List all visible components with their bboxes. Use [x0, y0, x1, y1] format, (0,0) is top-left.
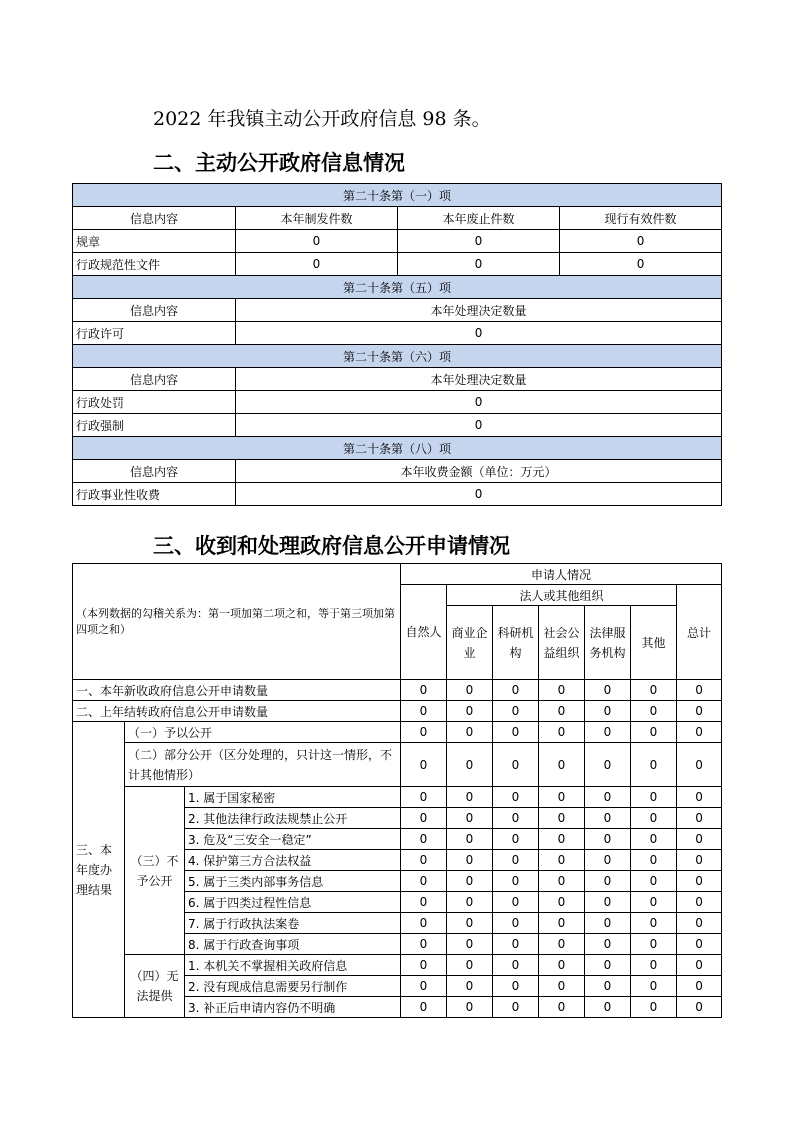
proactive-disclosure-table — [72, 183, 722, 506]
block4-header-row: 信息内容 本年收费金额（单位：万元） — [73, 460, 722, 483]
table-row: 一、本年新收政府信息公开申请数量 0 0 0 0 0 0 0 — [73, 680, 722, 701]
table-row: 行政许可 0 — [73, 322, 722, 345]
table-row: 3. 补正后申请内容仍不明确 0 0 0 0 0 0 0 — [73, 997, 722, 1018]
legal-group-header: 法人或其他组织 — [447, 585, 677, 606]
result-group-label: 三、本年度办理结果 — [73, 722, 125, 1018]
table-row: 3. 危及“三安全一稳定” 0 0 0 0 0 0 0 — [73, 829, 722, 850]
natural-person-header: 自然人 — [401, 585, 447, 680]
table-row: 8. 属于行政查询事项 0 0 0 0 0 0 0 — [73, 934, 722, 955]
table-row: 行政处罚 0 — [73, 391, 722, 414]
section-3-title: 三、收到和处理政府信息公开申请情况 — [153, 534, 510, 558]
header-row-1 — [73, 564, 722, 585]
table-row: 7. 属于行政执法案卷 0 0 0 0 0 0 0 — [73, 913, 722, 934]
table-row: （三）不予公开 1. 属于国家秘密 0 0 0 0 0 0 0 — [73, 787, 722, 808]
not-disclosed-group-label: （三）不予公开 — [125, 787, 185, 955]
block3-title-row: 第二十条第（六）项 — [73, 345, 722, 368]
block1-header-row: 信息内容 本年制发件数 本年废止件数 现行有效件数 — [73, 207, 722, 230]
table-row: 6. 属于四类过程性信息 0 0 0 0 0 0 0 — [73, 892, 722, 913]
block4-title-row: 第二十条第（八）项 — [73, 437, 722, 460]
table-row: 5. 属于三类内部事务信息 0 0 0 0 0 0 0 — [73, 871, 722, 892]
table-row: 规章 0 0 0 — [73, 230, 722, 253]
table-row: 三、本年度办理结果 （一）予以公开 0 0 0 0 0 0 0 — [73, 722, 722, 743]
cannot-provide-group-label: （四）无法提供 — [125, 955, 185, 1018]
table-row: 行政规范性文件 0 0 0 — [73, 253, 722, 276]
table-row: 二、上年结转政府信息公开申请数量 0 0 0 0 0 0 0 — [73, 701, 722, 722]
table-row: 行政事业性收费 0 — [73, 483, 722, 506]
application-handling-table — [72, 563, 722, 1018]
table-row: 4. 保护第三方合法权益 0 0 0 0 0 0 0 — [73, 850, 722, 871]
formula-note: （本列数据的勾稽关系为：第一项加第二项之和，等于第三项加第四项之和） — [73, 564, 401, 680]
block2-header-row: 信息内容 本年处理决定数量 — [73, 299, 722, 322]
header-row-3: 商业企业 科研机构 社会公益组织 法律服务机构 其他 — [73, 606, 722, 680]
intro-paragraph: 2022 年我镇主动公开政府信息 98 条。 — [153, 108, 491, 130]
total-header: 总计 — [677, 585, 722, 680]
applicant-header: 申请人情况 — [401, 564, 722, 585]
table-row: 2. 其他法律行政法规禁止公开 0 0 0 0 0 0 0 — [73, 808, 722, 829]
table-row: （四）无法提供 1. 本机关不掌握相关政府信息 0 0 0 0 0 0 0 — [73, 955, 722, 976]
table-row: （二）部分公开（区分处理的，只计这一情形，不计其他情形） 0 0 0 0 0 0 0 — [73, 743, 722, 787]
table-row: 2. 没有现成信息需要另行制作 0 0 0 0 0 0 0 — [73, 976, 722, 997]
block3-header-row: 信息内容 本年处理决定数量 — [73, 368, 722, 391]
section-2-title: 二、主动公开政府信息情况 — [153, 151, 405, 175]
block1-title-row: 第二十条第（一）项 — [73, 184, 722, 207]
block2-title-row: 第二十条第（五）项 — [73, 276, 722, 299]
table-row: 行政强制 0 — [73, 414, 722, 437]
